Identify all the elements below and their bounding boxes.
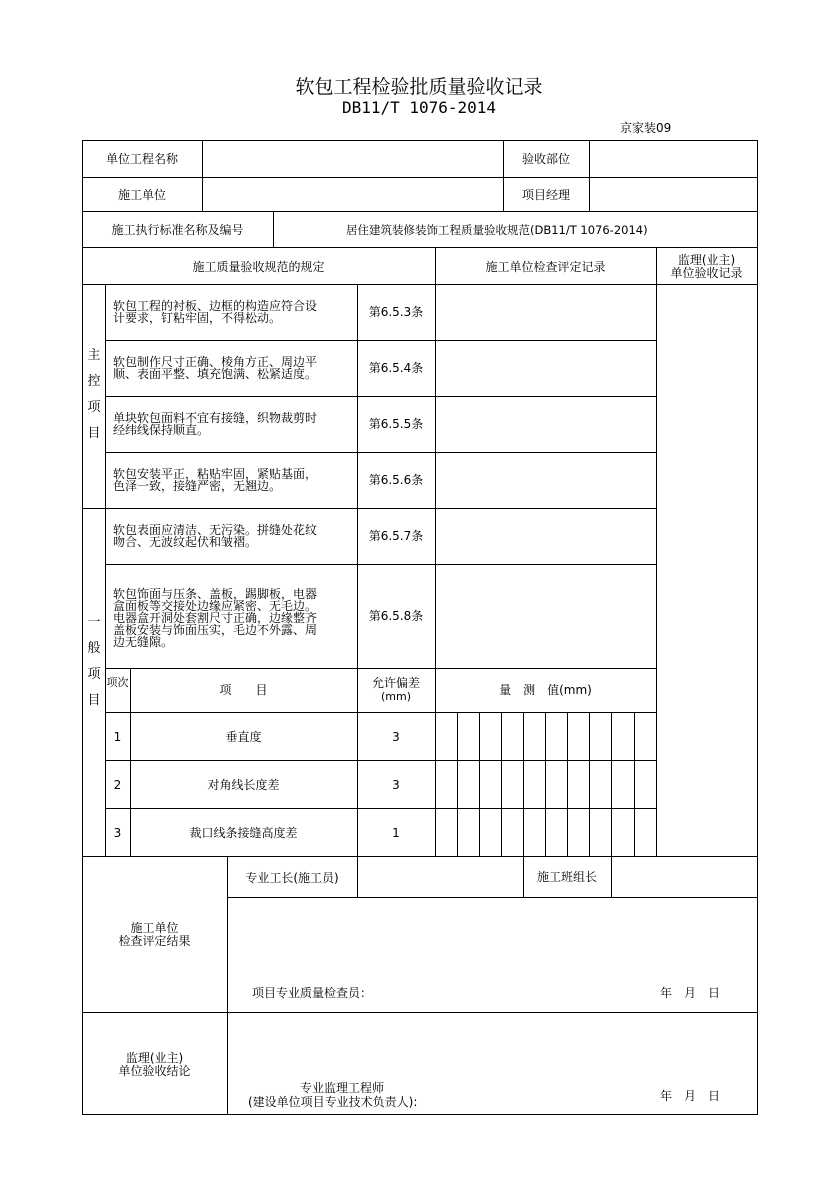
supervisor-record-header-line2: 单位验收记录 [670, 266, 743, 280]
supervisor-engineer-label-line1: 专业监理工程师 [299, 1081, 384, 1095]
contractor-result-label-line1: 施工单位 [130, 921, 179, 935]
construction-unit-field[interactable] [203, 178, 502, 210]
main-item-record-cell[interactable] [436, 285, 656, 340]
tolerance-row-no: 2 [113, 778, 122, 792]
inspection-date-label: 年 月 日 [660, 986, 721, 1000]
tolerance-row-item: 垂直度 [225, 730, 262, 744]
main-item-text: 单块软包面料不宜有接缝，织物裁剪时经纬线保持顺直。 [113, 411, 318, 437]
main-control-items-label: 主 控 项 目 [87, 348, 101, 441]
tolerance-row-allow: 3 [392, 778, 400, 792]
tolerance-row-no: 1 [113, 730, 122, 744]
main-item-record-cell[interactable] [436, 341, 656, 396]
acceptance-part-field[interactable] [590, 141, 756, 176]
general-item-record-cell[interactable] [436, 565, 656, 668]
foreman-label: 专业工长(施工员) [245, 871, 339, 885]
standard-label: 施工执行标准名称及编号 [111, 223, 244, 237]
construction-unit-label: 施工单位 [117, 188, 166, 202]
tolerance-allow-header-line2: (mm) [380, 690, 411, 703]
team-leader-field[interactable] [612, 857, 757, 897]
acceptance-part-label: 验收部位 [521, 152, 570, 166]
main-item-clause: 第6.5.5条 [368, 417, 424, 431]
supervisor-result-label-line1: 监理(业主) [125, 1051, 184, 1065]
general-item-clause: 第6.5.8条 [368, 609, 424, 623]
main-item-text: 软包制作尺寸正确、棱角方正、周边平顺、表面平整、填充饱满、松紧适度。 [113, 355, 318, 381]
main-item-clause: 第6.5.3条 [368, 305, 424, 319]
main-item-record-cell[interactable] [436, 397, 656, 452]
main-item-clause: 第6.5.4条 [368, 361, 424, 375]
tolerance-row-allow: 1 [392, 826, 400, 840]
general-item-clause: 第6.5.7条 [368, 529, 424, 543]
general-item-record-cell[interactable] [436, 509, 656, 564]
standard-value: 居住建筑装修装饰工程质量验收规范(DB11/T 1076-2014) [346, 223, 648, 237]
standard-code: DB11/T 1076-2014 [341, 98, 497, 117]
document-title: 软包工程检验批质量验收记录 [295, 76, 543, 98]
supervisor-engineer-label-line2: (建设单位项目专业技术负责人): [248, 1095, 418, 1109]
tolerance-row-no: 3 [113, 826, 122, 840]
main-item-clause: 第6.5.6条 [368, 473, 424, 487]
foreman-field[interactable] [358, 857, 523, 897]
project-manager-field[interactable] [590, 178, 756, 210]
supervisor-result-label-line2: 单位验收结论 [118, 1064, 191, 1078]
tolerance-no-header: 项次 [106, 676, 129, 689]
contractor-result-label-line2: 检查评定结果 [118, 934, 191, 948]
tolerance-row-item: 对角线长度差 [207, 778, 280, 792]
supervisor-date-label: 年 月 日 [660, 1089, 721, 1103]
project-name-field[interactable] [203, 141, 502, 176]
measured-values-header: 量 测 值(mm) [499, 683, 592, 697]
main-item-record-cell[interactable] [436, 453, 656, 508]
general-item-text: 软包表面应清洁、无污染。拼缝处花纹吻合、无波纹起伏和皱褶。 [113, 523, 318, 549]
spec-column-header: 施工质量验收规范的规定 [192, 260, 325, 274]
tolerance-allow-header-line1: 允许偏差 [371, 676, 420, 690]
tolerance-row-item: 裁口线条接缝高度差 [189, 826, 298, 840]
main-item-text: 软包工程的衬板、边框的构造应符合设计要求，钉粘牢固，不得松动。 [113, 299, 318, 325]
general-item-text: 软包饰面与压条、盖板，踢脚板，电器盒面板等交接处边缘应紧密、无毛边。电器盒开洞处套割尺寸正确，边缘整齐盖板安装与饰面压实，毛边不外露、周边无缝隙。 [113, 587, 318, 649]
supervisor-record-header-line1: 监理(业主) [677, 253, 736, 267]
qc-inspector-label: 项目专业质量检查员： [252, 986, 373, 1000]
tolerance-item-header: 项 目 [219, 683, 268, 697]
tolerance-row-allow: 3 [392, 730, 400, 744]
contractor-record-header: 施工单位检查评定记录 [485, 260, 606, 274]
team-leader-label: 施工班组长 [536, 870, 597, 884]
form-code: 京家装09 [620, 121, 672, 135]
general-items-label: 一 般 项 目 [87, 615, 101, 708]
main-item-text: 软包安装平正，粘贴牢固，紧贴基面，色泽一致，接缝严密，无翘边。 [113, 467, 318, 493]
project-name-label: 单位工程名称 [105, 152, 178, 166]
project-manager-label: 项目经理 [521, 188, 570, 202]
